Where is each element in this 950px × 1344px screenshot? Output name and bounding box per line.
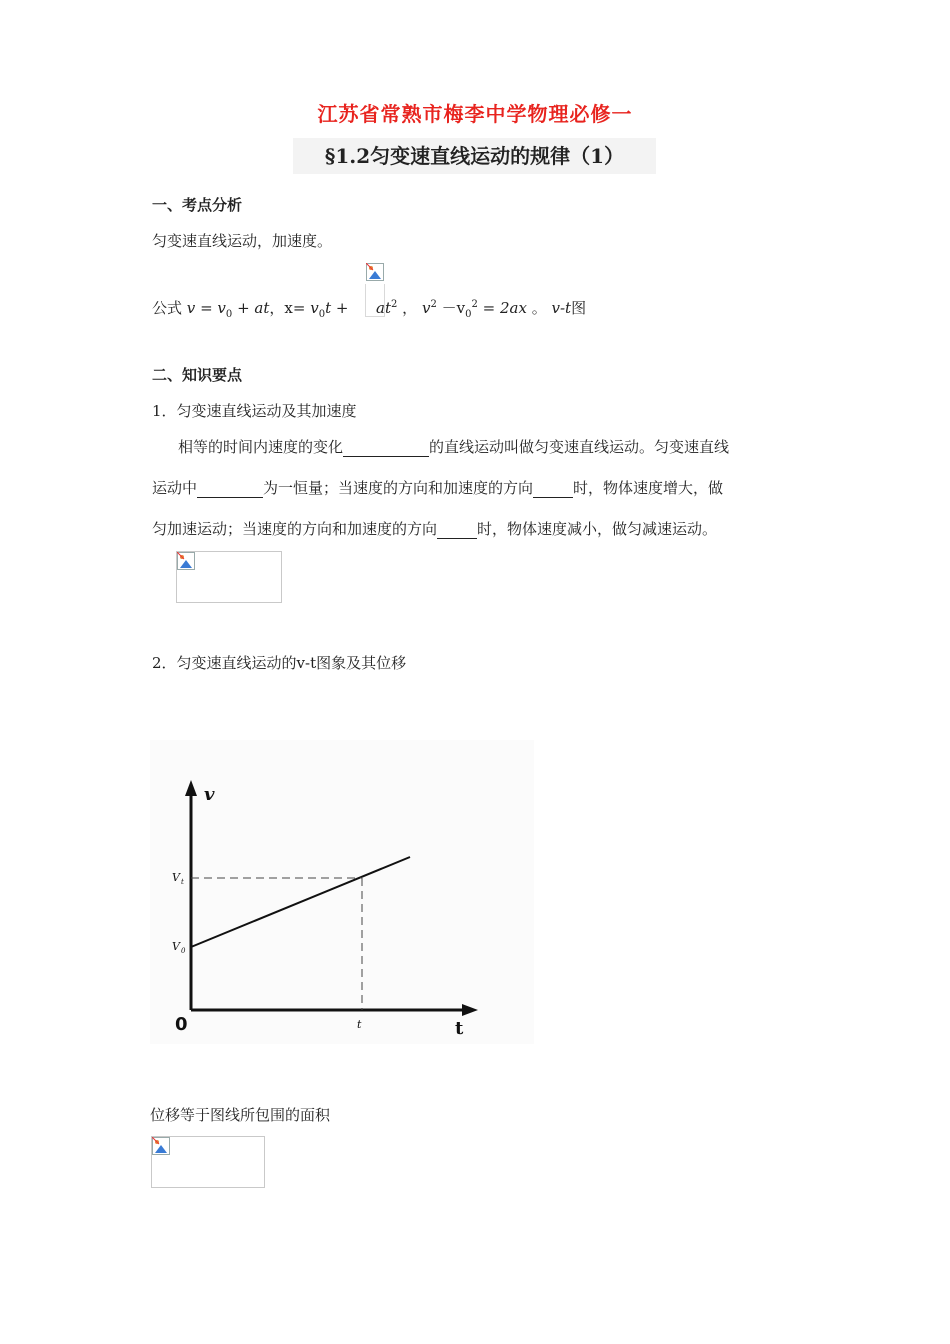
formula-vt: v-t: [551, 299, 572, 317]
broken-image-icon: [366, 263, 384, 281]
velocity-line: [191, 857, 410, 947]
formula-v0-sub: 0: [225, 309, 233, 320]
formula-v: v: [186, 299, 196, 317]
formula-tu: 图: [571, 299, 587, 317]
formula-at2: at: [376, 299, 392, 317]
origin-label: 0: [175, 1014, 188, 1035]
broken-image-icon: [152, 1137, 170, 1155]
blank-4[interactable]: [437, 522, 477, 539]
formula-v0t-sub: 0: [318, 309, 326, 320]
label-v0: V: [172, 940, 180, 953]
document-title: 江苏省常熟市梅李中学物理必修一: [317, 102, 633, 126]
formula-plus2: +: [335, 299, 349, 317]
image-placeholder-1: [176, 551, 282, 603]
para3-b: 时，物体速度减小，做匀减速运动。: [477, 520, 718, 538]
formula-2ax: 2ax: [499, 299, 527, 317]
label-t-point: t: [357, 1018, 362, 1031]
vt-graph: [150, 740, 534, 1044]
para3-a: 匀加速运动；当速度的方向和加速度的方向: [152, 520, 438, 538]
para2-b: 为一恒量；当速度的方向和加速度的方向: [263, 479, 534, 497]
formula-v02-sub: 0: [465, 309, 472, 320]
formula-prefix: 公式: [152, 299, 183, 317]
formula-v2: v: [421, 299, 431, 317]
formula-at2-sup: 2: [391, 299, 398, 310]
formula-minus-v0: －v: [441, 299, 466, 317]
t-axis-arrow: [462, 1004, 478, 1016]
formula-x: ，x=: [269, 299, 306, 317]
section1-line1: 匀变速直线运动，加速度。: [152, 232, 333, 250]
blank-3[interactable]: [533, 481, 573, 498]
formula-v02-sup: 2: [471, 299, 478, 310]
item1-title: 1．匀变速直线运动及其加速度: [152, 402, 357, 420]
axis-label-t: t: [455, 1018, 464, 1039]
label-v0-sub: 0: [181, 947, 186, 955]
item2-title: 2．匀变速直线运动的v-t图象及其位移: [152, 654, 407, 672]
axis-label-v: v: [204, 784, 215, 805]
formula-line: [152, 297, 586, 320]
para2: [152, 477, 723, 498]
image-placeholder-2: [151, 1136, 265, 1188]
blank-1[interactable]: [343, 440, 429, 457]
formula-eq: =: [200, 299, 213, 317]
label-vt-sub: t: [181, 878, 184, 886]
broken-image-icon: [177, 552, 195, 570]
para1-a: 相等的时间内速度的变化: [178, 438, 344, 456]
section1-heading: 一、考点分析: [152, 196, 243, 214]
formula-plus: +: [237, 299, 250, 317]
blank-2[interactable]: [197, 481, 263, 498]
vt-graph-svg: [150, 740, 534, 1044]
formula-at: at: [254, 299, 270, 317]
para3: [152, 518, 717, 539]
label-vt: V: [172, 871, 180, 884]
formula-comma: ，: [402, 299, 418, 317]
area-text: 位移等于图线所包围的面积: [150, 1106, 331, 1124]
formula-v0t-v: v: [310, 299, 319, 317]
formula-v0: v: [217, 299, 226, 317]
para2-c: 时，物体速度增大，做: [573, 479, 724, 497]
lesson-title: §1.2匀变速直线运动的规律（1）: [293, 138, 656, 174]
formula-eq2: =: [482, 299, 496, 317]
formula-v0t-t: t: [325, 299, 332, 317]
para1-b: 的直线运动叫做匀变速直线运动。匀变速直线: [429, 438, 730, 456]
para2-a: 运动中: [152, 479, 198, 497]
v-axis-arrow: [185, 780, 197, 796]
para1: [178, 436, 729, 457]
formula-v2-sup: 2: [430, 299, 437, 310]
formula-period: 。: [531, 299, 547, 317]
section2-heading: 二、知识要点: [152, 366, 243, 384]
